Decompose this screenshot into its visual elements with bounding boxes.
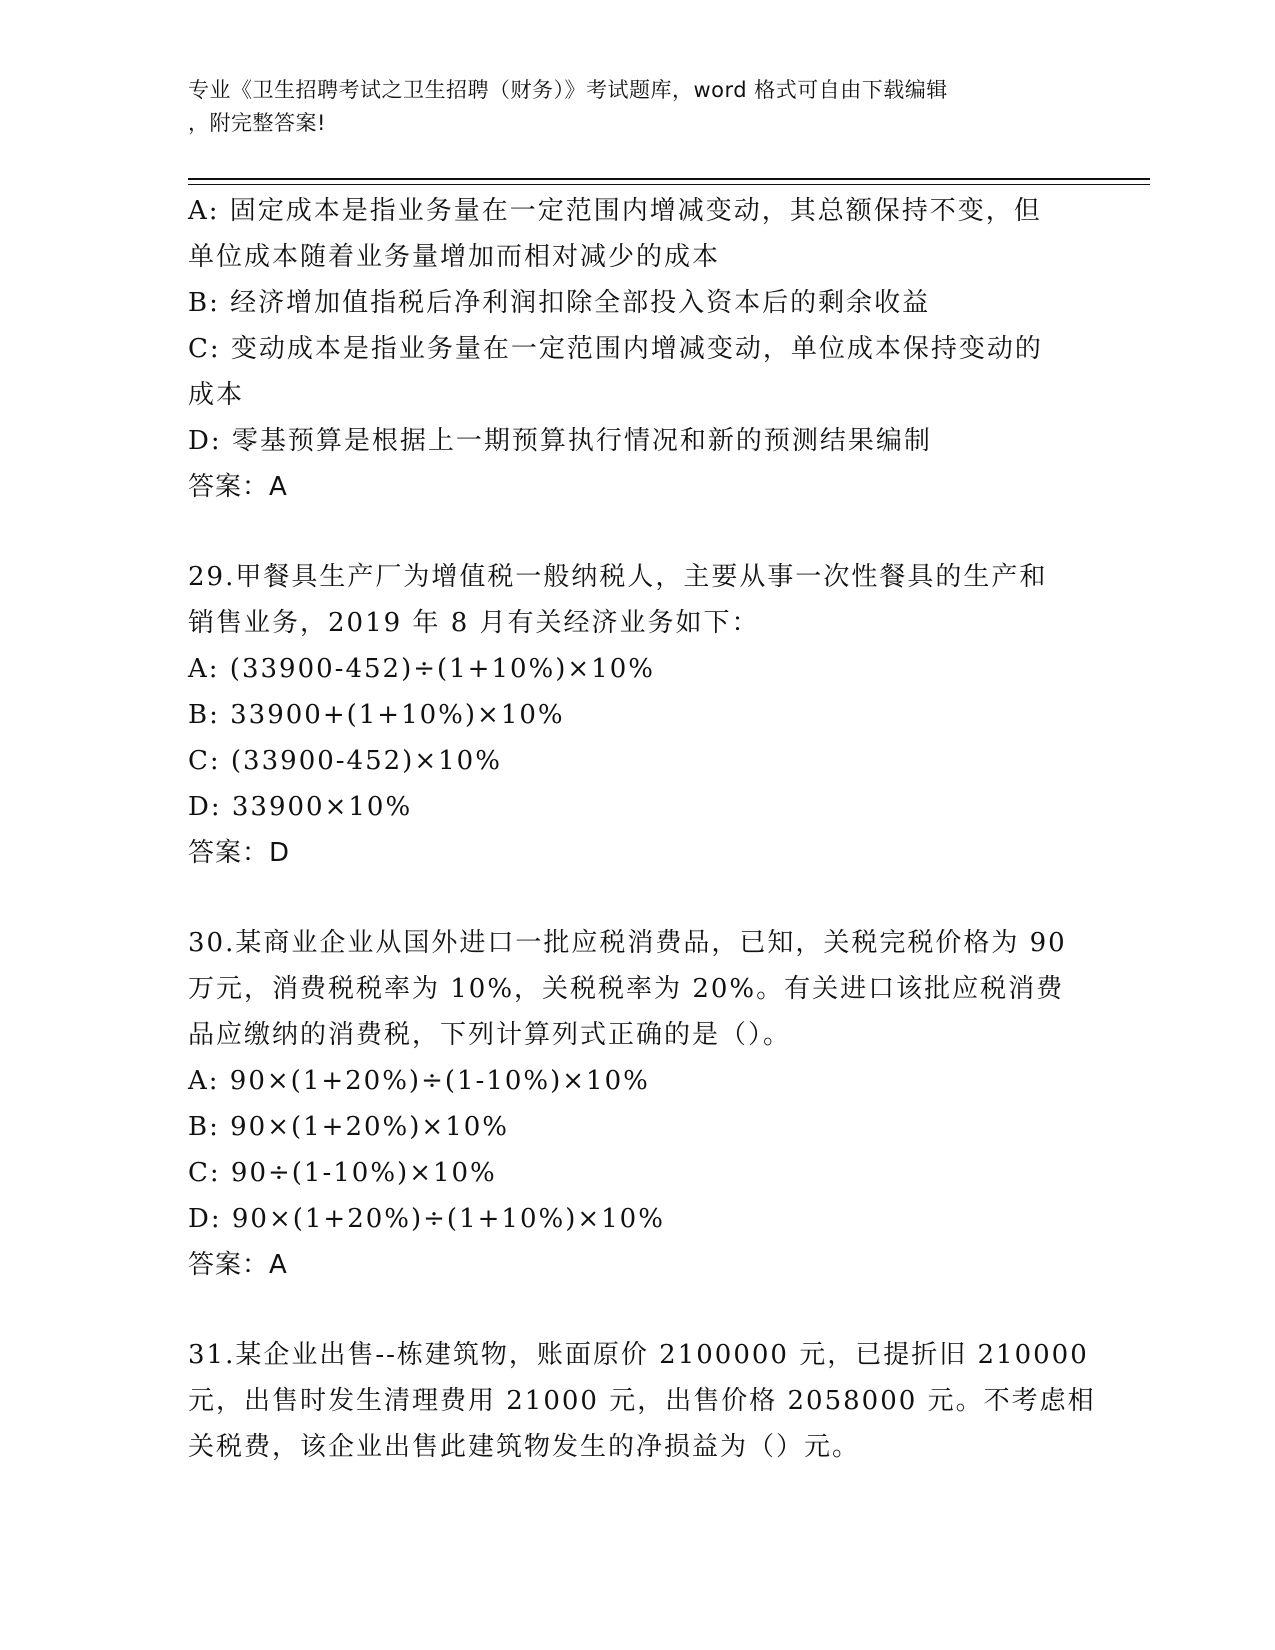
- question-list: [188, 188, 1096, 1470]
- header-divider-thin: [188, 184, 1150, 185]
- option-d: D: 33900×10%: [188, 792, 413, 822]
- answer: 答案：D: [188, 838, 291, 868]
- question-stem: 29.甲餐具生产厂为增值税一般纳税人，主要从事一次性餐具的生产和: [188, 562, 1048, 592]
- header-note: [188, 74, 1068, 140]
- option-c-continued: 成本: [188, 380, 245, 410]
- option-c: C: (33900-452)×10%: [188, 746, 502, 776]
- option-a: A: (33900-452)÷(1+10%)×10%: [188, 654, 655, 684]
- question-stem-continued: 关税费，该企业出售此建筑物发生的净损益为（）元。: [188, 1432, 861, 1462]
- question-stem-continued: 品应缴纳的消费税，下列计算列式正确的是（）。: [188, 1020, 792, 1050]
- option-d: D: 90×(1+20%)÷(1+10%)×10%: [188, 1204, 665, 1234]
- question-stem-continued: 元，出售时发生清理费用 21000 元，出售价格 2058000 元。不考虑相: [188, 1386, 1096, 1416]
- question-30: [188, 920, 1088, 1288]
- header-divider-thick: [188, 178, 1150, 180]
- option-a: A: 固定成本是指业务量在一定范围内增减变动，其总额保持不变，但: [188, 196, 1042, 226]
- question-stem: 30.某商业企业从国外进口一批应税消费品，已知，关税完税价格为 90: [188, 928, 1067, 958]
- option-c: C: 90÷(1-10%)×10%: [188, 1158, 497, 1188]
- question-29: [188, 554, 1088, 876]
- question-28: [188, 188, 1088, 510]
- option-b: B: 90×(1+20%)×10%: [188, 1112, 509, 1142]
- question-stem-continued: 销售业务，2019 年 8 月有关经济业务如下：: [188, 608, 760, 638]
- question-stem: 31.某企业出售--栋建筑物，账面原价 2100000 元，已提折旧 210000: [188, 1340, 1089, 1370]
- option-c: C: 变动成本是指业务量在一定范围内增减变动，单位成本保持变动的: [188, 334, 1043, 364]
- option-b: B: 经济增加值指税后净利润扣除全部投入资本后的剩余收益: [188, 288, 931, 318]
- option-b: B: 33900+(1+10%)×10%: [188, 700, 565, 730]
- option-a-continued: 单位成本随着业务量增加而相对减少的成本: [188, 242, 721, 272]
- answer: 答案：A: [188, 472, 288, 502]
- question-31: [188, 1332, 1096, 1470]
- header-line-1: 专业《卫生招聘考试之卫生招聘（财务）》考试题库，word 格式可自由下载编辑: [188, 78, 948, 102]
- option-d: D: 零基预算是根据上一期预算执行情况和新的预测结果编制: [188, 426, 932, 456]
- option-a: A: 90×(1+20%)÷(1-10%)×10%: [188, 1066, 650, 1096]
- header-line-2: ，附完整答案!: [188, 111, 326, 135]
- question-stem-continued: 万元，消费税税率为 10%，关税税率为 20%。有关进口该批应税消费: [188, 974, 1065, 1004]
- answer: 答案：A: [188, 1250, 288, 1280]
